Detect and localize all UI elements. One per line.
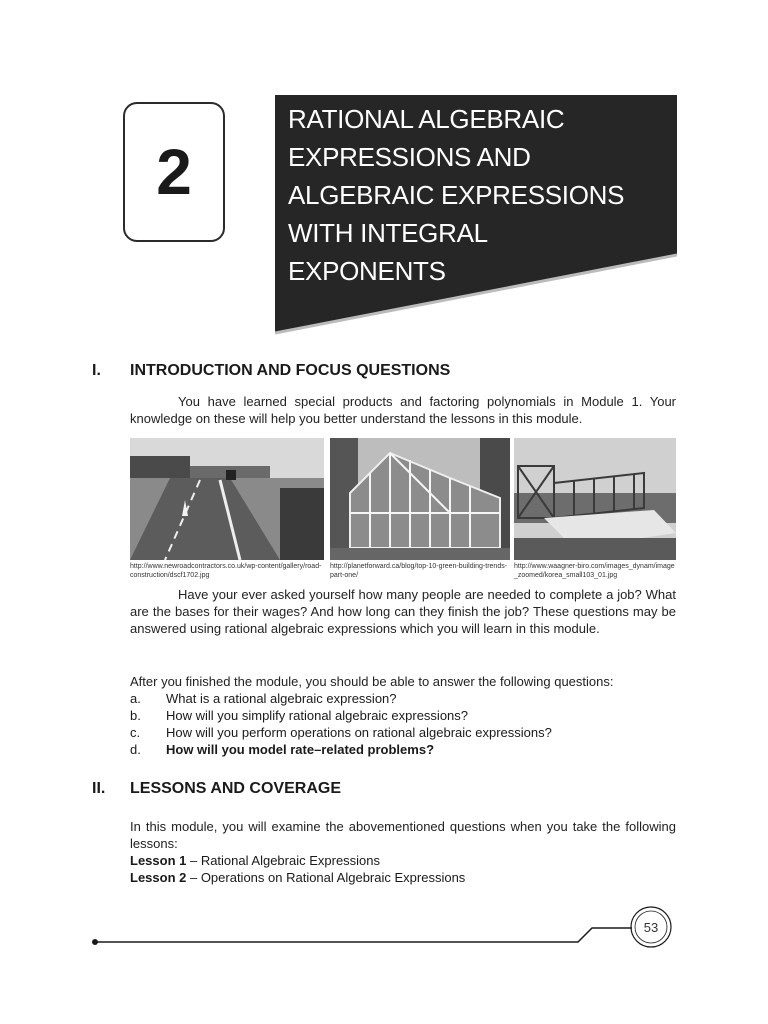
lesson-text: – Operations on Rational Algebraic Expressions [186,870,466,885]
house-frame-photo [330,438,510,560]
module-title-banner [275,95,677,335]
list-letter: a. [130,691,141,706]
lesson-item [130,869,465,886]
lesson-item [130,852,380,869]
section-2-title: LESSONS AND COVERAGE [130,780,341,797]
photo-credit: http://www.waagner-biro.com/images_dynam/image_zoomed/korea_small103_01.jpg [514,563,675,579]
page-number: 53 [643,919,659,935]
list-letter: d. [130,742,141,757]
title-line: EXPRESSIONS AND [288,142,531,172]
list-text: How will you model rate–related problems? [166,742,435,757]
module-title [288,100,678,290]
photo-credit: http://planetforward.ca/blog/top-10-green-building-trends-part-one/ [330,563,508,579]
section-1-paragraph-3: After you finished the module, you should be able to answer the following questions: [130,674,614,689]
list-text: What is a rational algebraic expression? [166,691,397,706]
title-line: RATIONAL ALGEBRAIC [288,104,565,134]
title-line: ALGEBRAIC EXPRESSIONS [288,180,625,210]
section-2-number: II. [92,780,106,797]
section-1-paragraph-2: Have your ever asked yourself how many people are needed to complete a job? What are the bases for their wages? And how long can they finish the job? These questions may be answered using rational algebraic expressions which you will learn in this module. [130,587,676,636]
title-line: WITH INTEGRAL [288,218,488,248]
section-1-intro: You have learned special products and factoring polynomials in Module 1. Your knowledge on these will help you better understand the lessons in this module. [130,394,676,426]
lesson-text: – Rational Algebraic Expressions [186,853,381,868]
section-1-number: I. [92,362,101,379]
section-1-title: INTRODUCTION AND FOCUS QUESTIONS [130,362,451,379]
list-letter: c. [130,725,141,740]
list-text: How will you simplify rational algebraic expressions? [166,708,469,723]
bridge-photo [514,438,676,560]
list-letter: b. [130,708,141,723]
lesson-label: Lesson 1 [130,853,187,868]
title-line: EXPONENTS [288,256,446,286]
photo-credit: http://www.newroadcontractors.co.uk/wp-content/gallery/road-construction/dscf1702.jpg [130,563,322,579]
list-text: How will you perform operations on rational algebraic expressions? [166,725,552,740]
lesson-label: Lesson 2 [130,870,187,885]
module-number: 2 [156,136,192,208]
section-2-intro: In this module, you will examine the abovementioned questions when you take the following lessons: [130,819,676,851]
road-construction-photo [130,438,324,560]
module-number-box [123,102,225,242]
